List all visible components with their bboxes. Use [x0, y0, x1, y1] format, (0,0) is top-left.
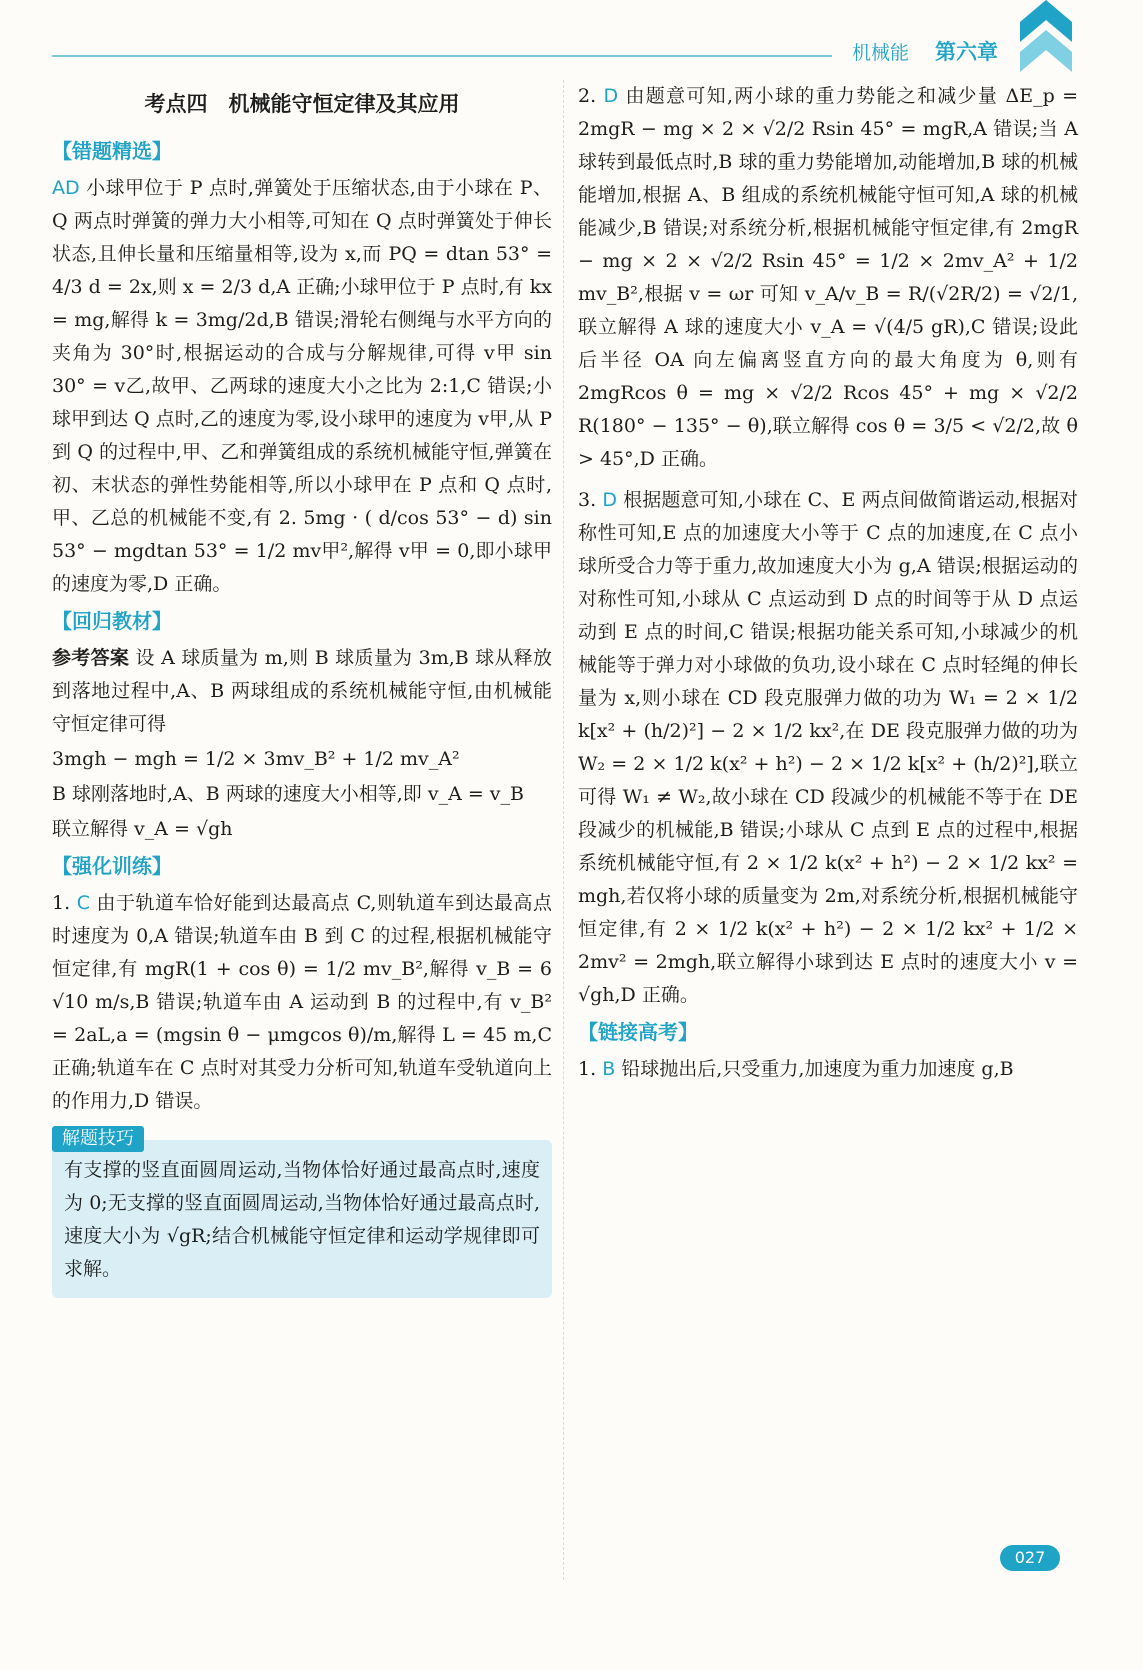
header-chapter-number: 第六章: [935, 40, 998, 64]
error-selection-answer: [52, 172, 552, 601]
heading-exam-link: 【链接高考】: [578, 1020, 698, 1044]
answer-text: 小球甲位于 P 点时,弹簧处于压缩状态,由于小球在 P、Q 两点时弹簧的弹力大小相等,可知在 Q 点时弹簧处于伸长状态,且伸长量和压缩量相等,设为 x,而 PQ = dtan 53° = 4/3 d = 2x,则 x = 2/3 d,A 正确;小球甲位于 P 点时,有 kx = mg,解得 k = 3mg/2d,B 错误;滑轮右侧绳与水平方向的夹角为 30°时,根据运动的合成与分解规律,可得 v甲 sin 30° = v乙,故甲、乙两球的速度大小之比为 2:1,C 错误;小球甲到达 Q 点时,乙的速度为零,设小球甲的速度为 v甲,从 P 到 Q 的过程中,甲、乙和弹簧组成的系统机械能守恒,弹簧在初、末状态的弹性势能相等,所以小球甲在 P 点和 Q 点时,甲、乙总的机械能不变,有 2. 5mg · ( d/cos 53° − d) sin 53° − mgdtan 53° = 1/2 mv甲²,解得 v甲 = 0,即小球甲的速度为零,D 正确。: [52, 177, 552, 595]
question-number: 1.: [578, 1058, 597, 1080]
question-3: [578, 484, 1078, 1012]
heading-reinforcement: 【强化训练】: [52, 854, 172, 878]
answer-text: 由于轨道车恰好能到达最高点 C,则轨道车到达最高点时速度为 0,A 错误;轨道车由 B 到 C 的过程,根据机械能守恒定律,有 mgR(1 + cos θ) = 1/2 mv_B²,解得 v_B = 6 √10 m/s,B 错误;轨道车由 A 运动到 B 的过程中,有 v_B² = 2aL,a = (mgsin θ − μmgcos θ)/m,解得 L = 45 m,C 正确;轨道车在 C 点时对其受力分析可知,轨道车受轨道向上的作用力,D 错误。: [52, 892, 552, 1112]
tip-text: 有支撑的竖直面圆周运动,当物体恰好通过最高点时,速度为 0;无支撑的竖直面圆周运动,当物体恰好通过最高点时,速度大小为 √gR;结合机械能守恒定律和运动学规律即可求解。: [64, 1159, 540, 1280]
column-divider: [563, 80, 565, 1580]
heading-error-selection: 【错题精选】: [52, 139, 172, 163]
heading-textbook-review: 【回归教材】: [52, 609, 172, 633]
page-number: 027: [1000, 1545, 1060, 1571]
answer-text: 铅球抛出后,只受重力,加速度为重力加速度 g,B: [621, 1058, 1014, 1080]
tip-label: 解题技巧: [52, 1126, 144, 1152]
question-number: 2.: [578, 85, 597, 107]
answer-key: D: [602, 489, 617, 511]
left-column: [52, 80, 552, 1298]
answer-text: 根据题意可知,小球在 C、E 两点间做简谐运动,根据对称性可知,E 点的加速度大小等于 C 点的加速度,在 C 点小球所受合力等于重力,故加速度大小为 g,A 错误;根据运动的对称性可知,小球从 C 点运动到 D 点的时间等于从 D 点运动到 E 点的时间,C 错误;根据功能关系可知,小球减少的机械能等于弹力对小球做的负功,设小球在 C 点时轻绳的伸长量为 x,则小球在 CD 段克服弹力做的功为 W₁ = 2 × 1/2 k[x² + (h/2)²] − 2 × 1/2 kx²,在 DE 段克服弹力做的功为 W₂ = 2 × 1/2 k(x² + h²) − 2 × 1/2 k[x² + (h/2)²],联立可得 W₁ ≠ W₂,故小球在 CD 段减少的机械能不等于在 DE 段减少的机械能,B 错误;小球从 C 点到 E 点的过程中,根据系统机械能守恒,有 2 × 1/2 k(x² + h²) − 2 × 1/2 kx² = mgh,若仅将小球的质量变为 2m,对系统分析,根据机械能守恒定律,有 2 × 1/2 k(x² + h²) − 2 × 1/2 kx² + 1/2 × 2mv² = 2mgh,联立解得小球到达 E 点时的速度大小 v = √gh,D 正确。: [578, 489, 1078, 1006]
answer-key: B: [602, 1058, 616, 1080]
reference-text: 设 A 球质量为 m,则 B 球质量为 3m,B 球从释放到落地过程中,A、B 两球组成的系统机械能守恒,由机械能守恒定律可得: [52, 647, 552, 735]
answer-text: 由题意可知,两小球的重力势能之和减少量 ΔE_p = 2mgR − mg × 2 × √2/2 Rsin 45° = mgR,A 错误;当 A 球转到最低点时,B 球的重力势能增加,动能增加,B 球的机械能增加,根据 A、B 组成的系统机械能守恒可知,A 球的机械能减少,B 错误;对系统分析,根据机械能守恒定律,有 2mgR − mg × 2 × √2/2 Rsin 45° = 1/2 × 2mv_A² + 1/2 mv_B²,根据 v = ωr 可知 v_A/v_B = R/(√2R/2) = √2/1,联立解得 A 球的速度大小 v_A = √(4/5 gR),C 错误;设此后半径 OA 向左偏离竖直方向的最大角度为 θ,则有 2mgRcos θ = mg × √2/2 Rcos 45° + mg × √2/2 R(180° − 135° − θ),联立解得 cos θ = 3/5 < √2/2,故 θ > 45°,D 正确。: [578, 85, 1078, 470]
reference-answer: [52, 642, 552, 741]
reference-label: 参考答案: [52, 647, 130, 669]
header-chapter-title: 机械能: [852, 42, 910, 64]
exam-question-1: [578, 1053, 1078, 1086]
tip-box: [52, 1128, 552, 1298]
answer-key: D: [603, 85, 619, 107]
question-number: 1.: [52, 892, 71, 914]
question-2: [578, 80, 1078, 476]
reference-text-3: 联立解得 v_A = √gh: [52, 818, 233, 840]
question-number: 3.: [578, 489, 597, 511]
chevron-up-icon: [1020, 0, 1072, 72]
answer-key: C: [76, 892, 90, 914]
reference-text-2: B 球刚落地时,A、B 两球的速度大小相等,即 v_A = v_B: [52, 783, 524, 805]
question-1: [52, 887, 552, 1118]
right-column: [578, 80, 1078, 1088]
answer-key: AD: [52, 177, 80, 199]
reference-equation: 3mgh − mgh = 1/2 × 3mv_B² + 1/2 mv_A²: [52, 748, 460, 770]
section-title: 考点四 机械能守恒定律及其应用: [144, 92, 460, 116]
header-rule: [52, 55, 832, 57]
